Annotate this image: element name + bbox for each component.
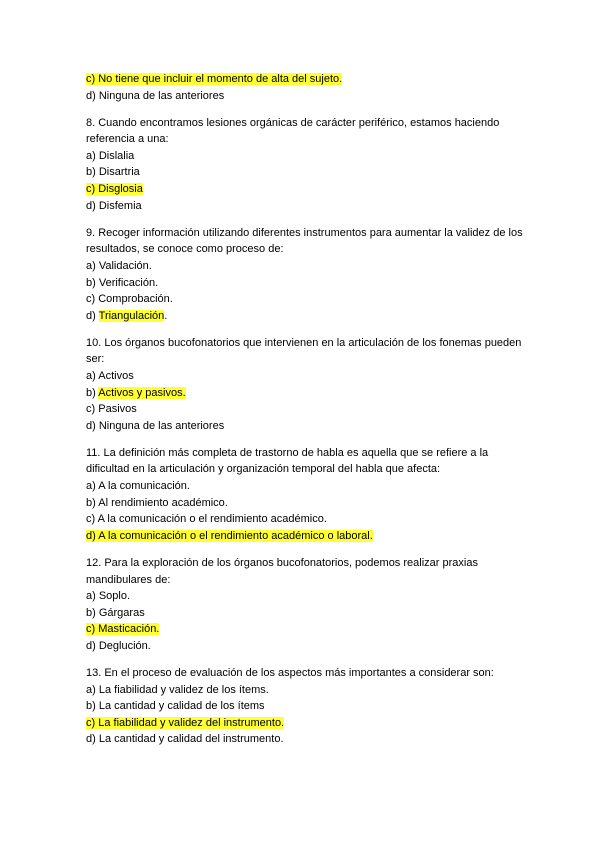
highlighted-answer: c) No tiene que incluir el momento de alta del sujeto. — [86, 73, 343, 85]
option-prefix: b) — [86, 496, 99, 509]
option-line — [86, 401, 526, 418]
option-line — [86, 385, 526, 402]
question-text: 8. Cuando encontramos lesiones orgánicas de carácter periférico, estamos haciendo referencia a una: — [86, 116, 500, 146]
previous-question-options — [86, 71, 526, 104]
option-line — [86, 164, 526, 181]
option-suffix: . — [164, 309, 168, 322]
option-line — [86, 258, 526, 275]
option-text: Comprobación. — [98, 293, 173, 306]
option-prefix: b) — [86, 606, 99, 619]
option-text: Pasivos — [98, 403, 137, 416]
option-prefix: d) — [86, 309, 99, 322]
option-prefix: d) — [86, 529, 99, 542]
option-line — [86, 731, 526, 748]
highlighted-answer — [86, 183, 143, 195]
option-text: Disartria — [98, 166, 140, 179]
option-prefix: a) — [86, 149, 99, 162]
option-line — [86, 698, 526, 715]
option-prefix: a) — [86, 590, 99, 603]
option-text: Disfemia — [98, 199, 142, 212]
option-line — [86, 621, 526, 638]
option-prefix: c) — [86, 716, 99, 729]
option-prefix: d) — [86, 199, 99, 212]
option-line — [86, 605, 526, 622]
option-text: Soplo. — [98, 590, 131, 603]
option-prefix: b) — [86, 276, 99, 289]
question-block — [86, 445, 526, 545]
question-block — [86, 225, 526, 325]
option-line — [86, 511, 526, 528]
option-line — [86, 495, 526, 512]
option-text: Validación. — [98, 259, 152, 272]
option-text: Activos — [98, 370, 134, 382]
option-line — [86, 71, 526, 88]
question-block — [86, 335, 526, 435]
question-block — [86, 115, 526, 215]
option-prefix: d) — [86, 419, 99, 432]
question-text: 10. Los órganos bucofonatorios que intervienen en la articulación de los fonemas pueden ser: — [86, 336, 522, 366]
option-text: Disglosia — [98, 183, 143, 196]
option-text: A la comunicación. — [98, 480, 190, 493]
option-prefix: b) — [86, 700, 99, 713]
option-prefix: a) — [86, 683, 99, 696]
option-line — [86, 418, 526, 435]
question-text: 9. Recoger información utilizando diferentes instrumentos para aumentar la validez de los resultados, se conoce como proceso de: — [86, 226, 523, 256]
option-line — [86, 291, 526, 308]
option-text: La cantidad y calidad del instrumento. — [98, 733, 284, 746]
option-line — [86, 308, 526, 325]
option-line — [86, 368, 526, 385]
option-line — [86, 478, 526, 495]
option-prefix: b) — [86, 386, 99, 399]
highlighted-answer: Triangulación — [98, 309, 165, 322]
option-text: Gárgaras — [98, 606, 145, 619]
option-line — [86, 88, 526, 105]
highlighted-answer — [86, 623, 159, 635]
option-text: La fiabilidad y validez de los ítems. — [98, 683, 269, 696]
highlighted-answer: Activos y pasivos. — [98, 386, 186, 399]
option-text: Deglución. — [98, 639, 151, 652]
option-prefix: d) — [86, 639, 99, 652]
option-text: Dislalia — [98, 149, 135, 162]
option-line — [86, 588, 526, 605]
option-prefix: c) — [86, 183, 99, 196]
option-text: La cantidad y calidad de los ítems — [98, 700, 265, 713]
option-text: A la comunicación o el rendimiento académico. — [97, 513, 327, 526]
highlighted-answer — [86, 530, 373, 542]
option-prefix: a) — [86, 259, 99, 272]
option-line — [86, 682, 526, 699]
option-text: La fiabilidad y validez del instrumento. — [98, 716, 285, 729]
question-block — [86, 665, 526, 748]
question-text: 13. En el proceso de evaluación de los aspectos más importantes a considerar son: — [86, 667, 494, 679]
option-line — [86, 638, 526, 655]
option-prefix: a) — [86, 370, 99, 382]
option-line — [86, 275, 526, 292]
question-block — [86, 555, 526, 655]
option-line — [86, 181, 526, 198]
option-prefix: c) — [86, 403, 99, 416]
option-text: A la comunicación o el rendimiento académico o laboral. — [98, 529, 373, 542]
option-line — [86, 715, 526, 732]
highlighted-answer — [86, 717, 284, 729]
option-prefix: b) — [86, 166, 99, 179]
question-text: 12. Para la exploración de los órganos bucofonatorios, podemos realizar praxias mandibulares de: — [86, 556, 478, 586]
option-line — [86, 198, 526, 215]
option-prefix: c) — [86, 293, 99, 306]
option-prefix: a) — [86, 480, 99, 493]
option-text: d) Ninguna de las anteriores — [86, 89, 225, 102]
option-text: Ninguna de las anteriores — [98, 419, 225, 432]
document-content — [86, 71, 526, 758]
option-line — [86, 148, 526, 165]
option-prefix: c) — [86, 513, 98, 526]
option-text: Verificación. — [98, 276, 159, 289]
option-prefix: c) — [86, 623, 99, 636]
option-line — [86, 528, 526, 545]
question-text: 11. La definición más completa de trastorno de habla es aquella que se refiere a la dificultad en la articulación y organización temporal del habla que afecta: — [86, 446, 489, 476]
option-prefix: d) — [86, 733, 99, 746]
option-text: Masticación. — [98, 623, 160, 636]
option-text: Al rendimiento académico. — [98, 496, 228, 509]
